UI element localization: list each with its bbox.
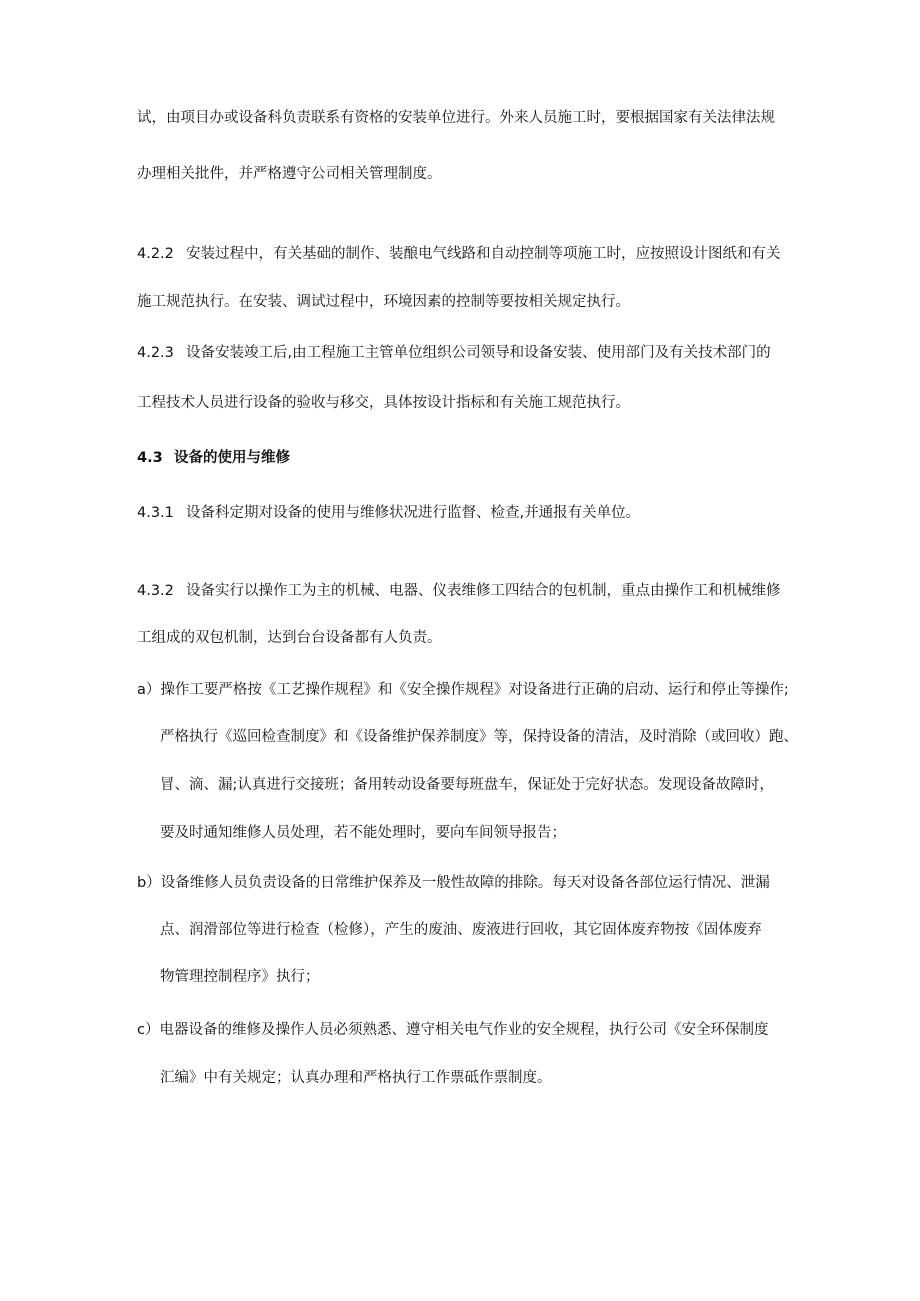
clause-number: 4.2.3 [137,345,174,361]
section-heading-4-3 [137,448,290,468]
paragraph-continuation-line: 办理相关批件，并严格遵守公司相关管理制度。 [137,166,442,182]
list-item-b-line: 点、润滑部位等进行检查（检修），产生的废油、废液进行回收，其它固体废弃物按《固体废弃 [160,922,762,938]
paragraph-text-line: 工组成的双包机制，达到台台设备都有人负责。 [137,630,442,646]
list-item-a-line: 冒、滴、漏;认真进行交接班；备用转动设备要每班盘车，保证处于完好状态。发现设备故障时， [160,777,774,793]
list-item-a-line: 要及时通知维修人员处理，若不能处理时，要向车间领导报告； [160,825,566,841]
list-item-b: b）设备维修人员负责设备的日常维护保养及一般性故障的排除。每天对设备各部位运行情况、泄漏 [137,875,770,891]
list-item-c-line: 汇编》中有关规定；认真办理和严格执行工作票砥作票制度。 [160,1070,552,1086]
paragraph-text: 设备实行以操作工为主的机械、电器、仪表维修工四结合的包机制，重点由操作工和机械维修 [186,583,781,599]
paragraph-text: 安装过程中，有关基础的制作、装酿电气线路和自动控制等项施工时，应按照设计图纸和有关 [186,246,781,262]
list-item-b-line: 物管理控制程序》执行； [160,969,320,985]
paragraph-4-3-1 [137,503,640,523]
clause-number: 4.3.2 [137,583,174,599]
list-item-a: a）操作工要严格按《工艺操作规程》和《安全操作规程》对设备进行正确的启动、运行和停止等操作; [137,682,789,698]
paragraph-4-3-2 [137,581,781,601]
list-item-a-line: 严格执行《巡回检查制度》和《设备维护保养制度》等，保持设备的清洁，及时消除（或回收）跑、 [160,729,798,745]
paragraph-continuation-line: 试，由项目办或设备科负责联系有资格的安装单位进行。外来人员施工时，要根据国家有关法律法规 [137,110,775,126]
clause-number: 4.3.1 [137,505,174,521]
clause-number: 4.2.2 [137,246,174,262]
section-number: 4.3 [137,450,163,466]
list-item-c: c）电器设备的维修及操作人员必须熟悉、遵守相关电气作业的安全规程，执行公司《安全环保制度 [137,1022,769,1038]
paragraph-text-line: 施工规范执行。在安装、调试过程中，环境因素的控制等要按相关规定执行。 [137,294,630,310]
paragraph-text: 设备安装竣工后,由工程施工主管单位组织公司领导和设备安装、使用部门及有关技术部门的 [186,345,771,361]
section-title: 设备的使用与维修 [174,450,290,466]
paragraph-4-2-2 [137,244,781,264]
paragraph-4-2-3 [137,343,771,363]
paragraph-text: 设备科定期对设备的使用与维修状况进行监督、检查,并通报有关单位。 [186,505,641,521]
paragraph-text-line: 工程技术人员进行设备的验收与移交，具体按设计指标和有关施工规范执行。 [137,395,630,411]
